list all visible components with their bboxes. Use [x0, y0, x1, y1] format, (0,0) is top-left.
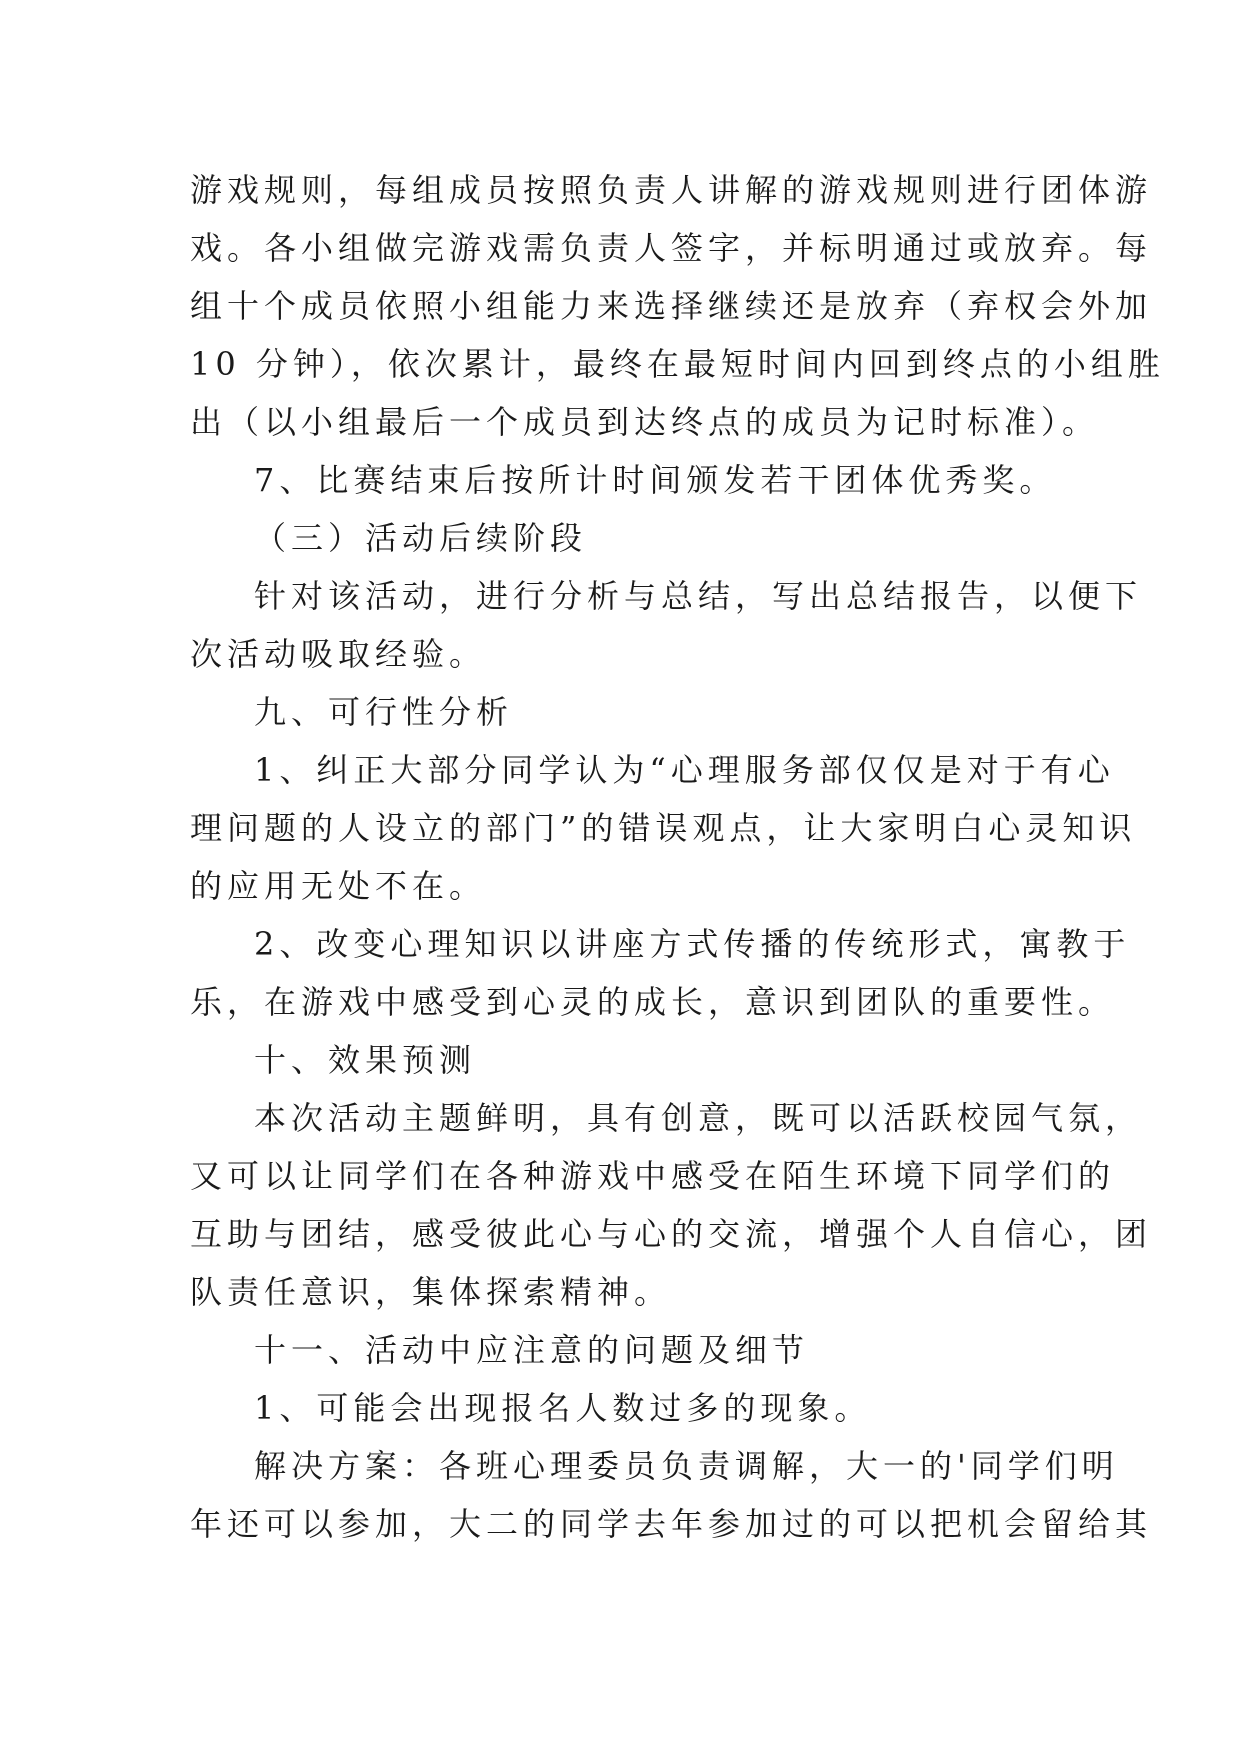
text-line: 队责任意识，集体探索精神。 [190, 1273, 672, 1311]
text-line: 理问题的人设立的部门”的错误观点，让大家明白心灵知识 [190, 809, 1137, 847]
text-line: 又可以让同学们在各种游戏中感受在陌生环境下同学们的 [190, 1157, 1116, 1195]
section-heading: （三）活动后续阶段 [254, 519, 588, 557]
text-line: 互助与团结，感受彼此心与心的交流，增强个人自信心，团 [190, 1215, 1153, 1253]
section-heading: 十、效果预测 [254, 1041, 477, 1079]
list-item: 1、纠正大部分同学认为“心理服务部仅仅是对于有心 [254, 751, 1115, 789]
section-heading: 九、可行性分析 [254, 693, 514, 731]
text-line: 戏。各小组做完游戏需负责人签字，并标明通过或放弃。每 [190, 229, 1153, 267]
list-item: 7、比赛结束后按所计时间颁发若干团体优秀奖。 [254, 461, 1057, 499]
paragraph-start: 本次活动主题鲜明，具有创意，既可以活跃校园气氛， [254, 1099, 1143, 1137]
text-line: 组十个成员依照小组能力来选择继续还是放弃（弃权会外加 [190, 287, 1153, 325]
text-line: 游戏规则，每组成员按照负责人讲解的游戏规则进行团体游 [190, 171, 1153, 209]
paragraph-start: 解决方案：各班心理委员负责调解，大一的'同学们明 [254, 1447, 1119, 1485]
list-item: 1、可能会出现报名人数过多的现象。 [254, 1389, 872, 1427]
paragraph-start: 针对该活动，进行分析与总结，写出总结报告，以便下 [254, 577, 1143, 615]
text-line: 10 分钟），依次累计，最终在最短时间内回到终点的小组胜 [190, 345, 1165, 383]
text-line: 次活动吸取经验。 [190, 635, 487, 673]
text-line: 年还可以参加，大二的同学去年参加过的可以把机会留给其 [190, 1505, 1153, 1543]
text-line: 出（以小组最后一个成员到达终点的成员为记时标准）。 [190, 403, 1100, 441]
section-heading: 十一、活动中应注意的问题及细节 [254, 1331, 810, 1369]
text-line: 的应用无处不在。 [190, 867, 487, 905]
list-item: 2、改变心理知识以讲座方式传播的传统形式，寓教于 [254, 925, 1131, 963]
text-line: 乐，在游戏中感受到心灵的成长，意识到团队的重要性。 [190, 983, 1116, 1021]
